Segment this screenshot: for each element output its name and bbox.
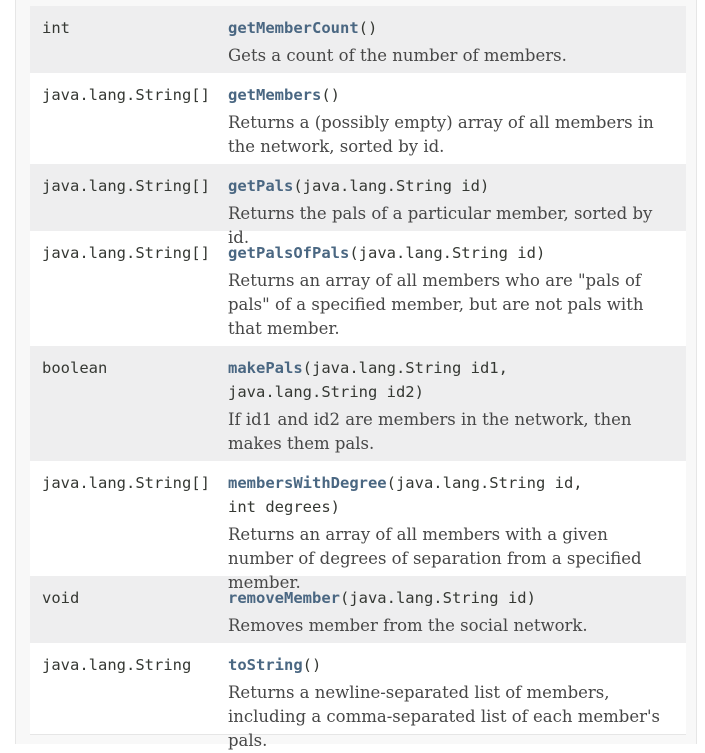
method-summary-panel	[15, 0, 697, 750]
method-signature	[228, 586, 672, 610]
method-link-getPalsOfPals[interactable]: getPalsOfPals	[228, 244, 350, 262]
method-detail	[228, 83, 686, 159]
method-summary-table	[30, 6, 686, 750]
method-signature	[228, 356, 672, 380]
method-link-getPals[interactable]: getPals	[228, 177, 294, 195]
method-detail	[228, 586, 686, 638]
method-row-getPals	[30, 164, 686, 247]
method-row-getMembers	[30, 73, 686, 164]
method-params-continued: int degrees)	[228, 498, 340, 516]
method-description: Returns a (possibly empty) array of all members in the network, sorted by id.	[228, 113, 654, 156]
return-type: java.lang.String[]	[42, 474, 210, 492]
method-row-getPalsOfPals	[30, 231, 686, 346]
method-signature	[228, 174, 672, 198]
return-type: java.lang.String[]	[42, 177, 210, 195]
method-link-getMemberCount[interactable]: getMemberCount	[228, 19, 359, 37]
method-link-makePals[interactable]: makePals	[228, 359, 303, 377]
method-params: ()	[302, 656, 322, 674]
return-type: int	[42, 19, 70, 37]
method-params: ()	[321, 86, 340, 104]
method-signature	[228, 241, 672, 265]
method-params: (java.lang.String id,	[386, 474, 583, 492]
method-link-membersWithDegree[interactable]: membersWithDegree	[228, 474, 387, 492]
method-description: If id1 and id2 are members in the network, then makes them pals.	[228, 410, 632, 453]
method-row-makePals	[30, 346, 686, 461]
return-type: java.lang.String	[42, 656, 192, 674]
method-signature	[228, 83, 672, 107]
method-description: Returns the pals of a particular member, sorted by id.	[228, 204, 653, 247]
method-detail	[228, 174, 686, 250]
method-description: Removes member from the social network.	[228, 616, 588, 635]
method-signature	[228, 471, 672, 495]
method-detail	[228, 356, 686, 456]
method-signature	[228, 653, 672, 677]
method-link-removeMember[interactable]: removeMember	[228, 589, 340, 607]
method-detail	[228, 471, 686, 595]
method-link-toString[interactable]: toString	[228, 656, 303, 674]
method-description: Returns a newline-separated list of members, including a comma-separated list of each member's pals.	[228, 683, 661, 750]
return-type: boolean	[42, 359, 108, 377]
method-params: (java.lang.String id)	[349, 244, 546, 262]
method-detail	[228, 16, 686, 68]
return-type: java.lang.String[]	[42, 86, 210, 104]
method-row-toString	[30, 643, 686, 750]
method-params-continued: java.lang.String id2)	[228, 383, 424, 401]
method-params: (java.lang.String id)	[339, 589, 536, 607]
method-description: Returns an array of all members with a given number of degrees of separation from a specified member.	[228, 525, 642, 592]
method-params: (java.lang.String id)	[293, 177, 490, 195]
method-row-membersWithDegree	[30, 461, 686, 592]
method-params: ()	[358, 19, 378, 37]
method-link-getMembers[interactable]: getMembers	[228, 86, 322, 104]
method-description: Gets a count of the number of members.	[228, 46, 567, 65]
method-params: (java.lang.String id1,	[302, 359, 508, 377]
return-type: java.lang.String[]	[42, 244, 210, 262]
method-detail	[228, 653, 686, 753]
method-signature	[228, 16, 672, 40]
method-detail	[228, 241, 686, 341]
return-type: void	[42, 589, 80, 607]
method-row-getMemberCount	[30, 6, 686, 73]
method-row-removeMember	[30, 576, 686, 643]
method-description: Returns an array of all members who are "pals of pals" of a specified member, but are not pals with that member.	[228, 271, 644, 338]
